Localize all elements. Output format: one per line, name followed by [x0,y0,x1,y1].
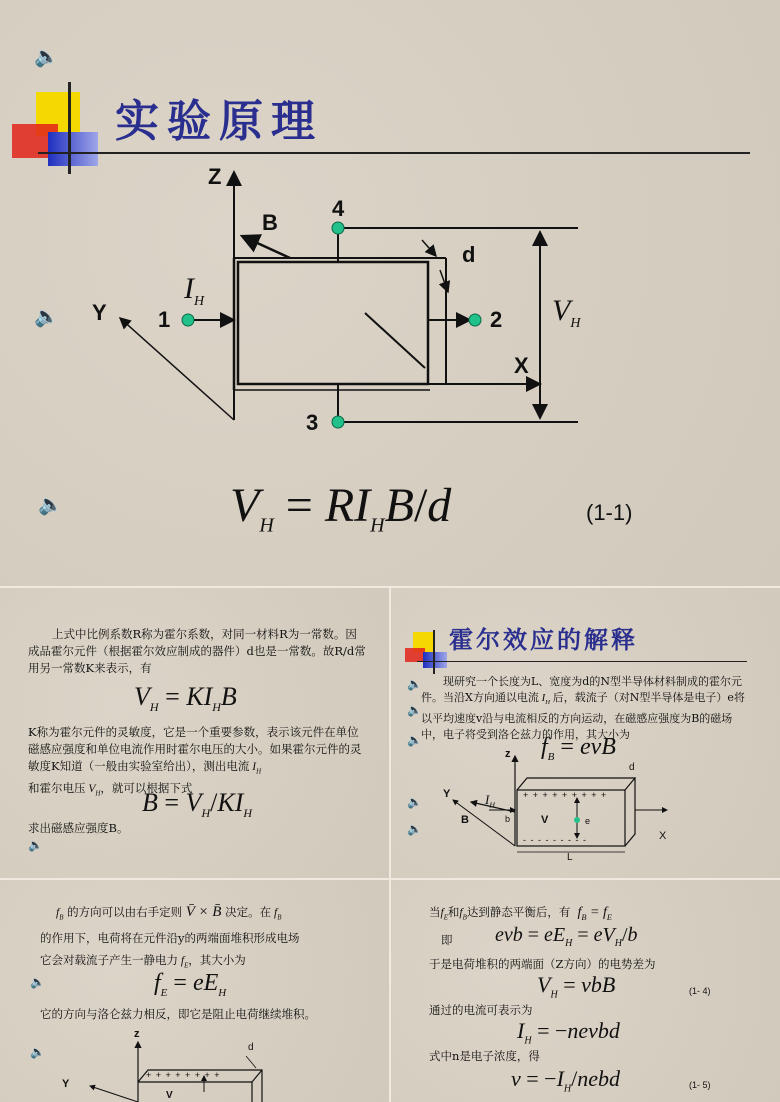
speaker-icon[interactable]: 🔈 [407,733,422,747]
fig-d-label: d [629,762,635,773]
fig-b-small-label: b [505,814,511,824]
fig-plus-charges: + + + + + + + + [146,1070,221,1080]
fig-b-label: B [461,814,469,826]
equation-number-1-4: (1- 4) [689,986,711,996]
fig-v-label: V [166,1090,173,1101]
fig-y-label: Y [62,1078,70,1090]
fig-v-label: V [541,814,549,826]
terminal-4-label: 4 [332,196,345,221]
velocity-equation: $v = -I_H$/nebd [511,1066,621,1095]
fig-minus-charges: - - - - - - - - - [523,835,587,845]
speaker-icon[interactable]: 🔈 [407,677,422,691]
speaker-icon[interactable]: 🔈 [34,44,59,68]
sensitivity-equation: $V_H = KI_HB$ [134,682,237,715]
axis-y-label: Y [92,300,107,325]
slide-3 [391,588,780,878]
speaker-icon[interactable]: 🔈 [34,304,59,328]
terminal-1-dot [182,314,194,326]
slide3-para: 现研究一个长度为L、宽度为d的N型半导体材料制成的霍尔元件。当沿X方向通以电流 $I_H$ 后，载流子（对N型半导体是电子）e将以平均速度v沿与电流相反的方向运动，在磁感应强度为B的磁场中，电子将受到洛仑兹力的作用，其大小为 [421,675,745,742]
slide-5 [391,880,780,1102]
terminal-3-label: 3 [306,410,319,435]
speaker-icon[interactable]: 🔈 [407,795,422,809]
slide5-line4: 通过的电流可表示为 [429,1003,533,1017]
slide2-para2: K称为霍尔元件的灵敏度，它是一个重要参数，表示该元件在单位磁感应强度和单位电流作用时霍尔电压的大小。如果霍尔元件的灵敏度K知道（一般由实验室给出），测出电流 $I_H$ 和霍尔电压 $V_H$，就可以根据下式 [28,725,362,798]
slide4-line2: 的作用下，电荷将在元件沿y的两端面堆积形成电场 [40,931,300,945]
terminal-2-dot [469,314,481,326]
terminal-2-label: 2 [490,307,503,332]
slide5-line1: 当$f_E$和$f_B$达到静态平衡后，有 $f_B = f_E$ [429,905,612,922]
axis-x-label: X [514,353,529,378]
terminal-3-dot [332,416,344,428]
equation-number-1-5: (1- 5) [689,1080,711,1090]
slide4-line1: $f_B$ 的方向可以由右手定则 V̄ × B̄ 决定。在 $f_B$ [56,904,282,922]
fig-x-label: X [659,830,667,842]
speaker-icon[interactable]: 🔈 [28,838,43,852]
section-title: 霍尔效应的解释 [449,625,638,654]
slide5-line5: 式中n是电子浓度，得 [429,1049,540,1063]
speaker-icon[interactable]: 🔈 [30,975,45,989]
axis-z-label: Z [208,164,222,189]
fig-ih-label: $I_H$ [485,792,495,810]
terminal-1-label: 1 [158,307,171,332]
slide-4 [0,880,389,1102]
speaker-icon[interactable]: 🔈 [30,1045,45,1059]
fig-d-label: d [248,1042,254,1053]
fig-y-label: Y [443,788,451,800]
slide2-para1: 上式中比例系数R称为霍尔系数，对同一材料R为一常数。因成品霍尔元件（根据霍尔效应制成的器件）d也是一常数。故R/d常用另一常数K来表示，有 [28,627,366,675]
slide5-line2: 即 [441,933,453,947]
equation-number: (1-1) [586,500,633,525]
fig-z-label: z [505,748,511,760]
electric-force-equation: $f_E = eE_H$ [154,970,227,999]
speaker-icon[interactable]: 🔈 [407,822,422,836]
fig-plus-charges: + + + + + + + + + [523,790,608,800]
field-strength-equation: $B = V_H/KI_H$ [142,788,253,821]
slide2-para3: 求出磁感应强度B。 [28,821,129,835]
speaker-icon[interactable]: 🔈 [407,703,422,717]
thickness-d-label: d [462,242,476,267]
slide4-line4: 它的方向与洛仑兹力相反，即它是阻止电荷继续堆积。 [40,1007,316,1021]
speaker-icon[interactable]: 🔈 [38,492,63,516]
current-ih-label: $I_H$ [184,272,205,309]
slide-2 [0,588,389,878]
voltage-vh-label: $V_H$ [552,294,581,331]
page-title: 实验原理 [115,96,323,147]
hall-potential-equation: $V_H$ = vbB [537,972,616,1001]
terminal-4-dot [332,222,344,234]
equilibrium-equation: evb = $eE_H = eV_H/b$ [495,924,638,949]
fig-z-label: z [134,1028,140,1040]
field-b-label: B [262,210,278,235]
slide5-line3: 于是电荷堆积的两端面（Z方向）的电势差为 [429,957,656,971]
slide4-line3: 它会对载流子产生一静电力 $f_E$，其大小为 [40,953,246,970]
fig-l-label: L [567,852,573,863]
hall-voltage-equation: $V_H = RI_HB/d$ [230,479,452,537]
fig-e-label: e [585,816,591,826]
current-equation: $I_H$ = −nevbd [517,1018,620,1047]
hall-element-3d-diagram-small [0,880,389,1102]
lorentz-force-equation: $f_B$ = evB [541,734,616,763]
